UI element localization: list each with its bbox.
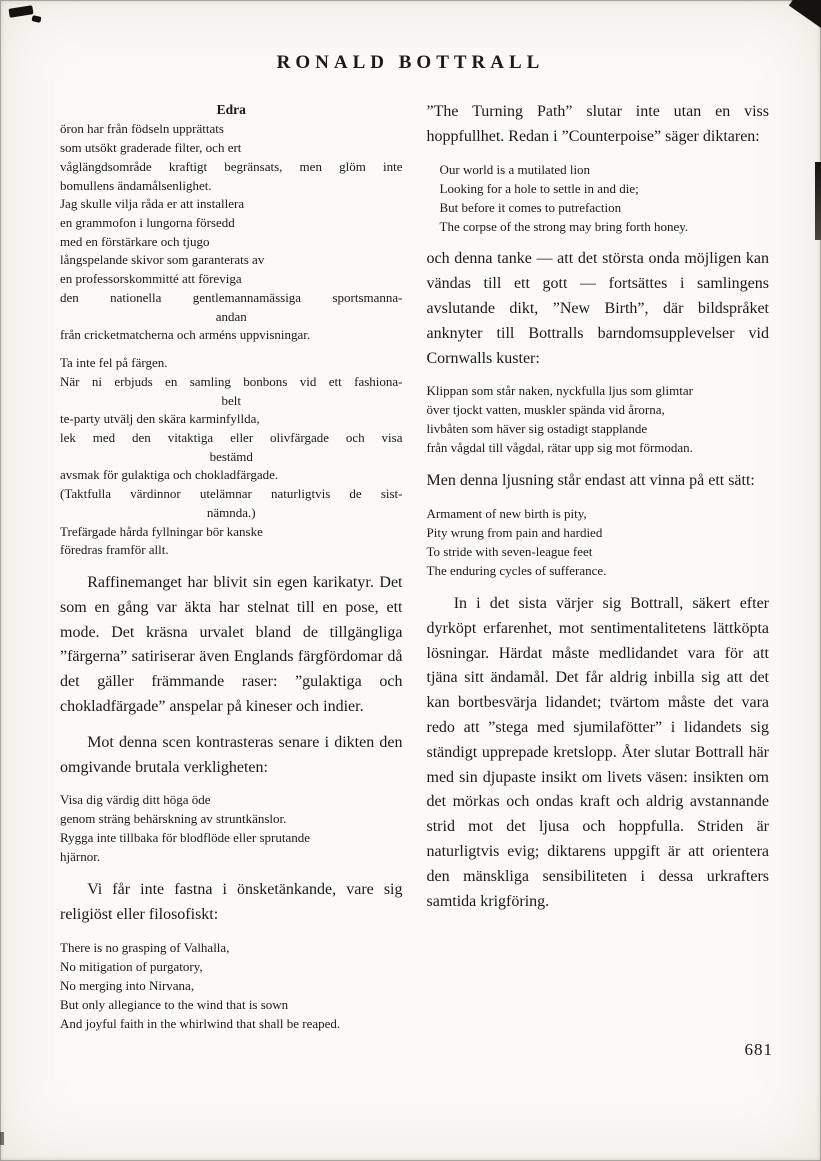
poem-line: våglängdsområde kraftigt begränsats, men glöm inte <box>60 158 403 174</box>
page-number: 681 <box>744 1040 773 1059</box>
poem-line: en professorskommitté att föreviga <box>60 271 242 287</box>
poem-line: som utsökt graderade filter, och ert <box>60 140 242 156</box>
verse-line: But only allegiance to the wind that is sown <box>60 996 289 1012</box>
verse-block <box>60 939 403 1034</box>
verse-line: No mitigation of purgatory, <box>60 958 203 974</box>
scan-artifact <box>0 1132 4 1145</box>
verse-line: No merging into Nirvana, <box>60 977 195 993</box>
verse-line: hjärnor. <box>60 849 101 865</box>
poem-line: föredras framför allt. <box>60 542 169 558</box>
poem-line: nämnda.) <box>206 504 256 520</box>
poem-line: Trefärgade hårda fyllningar bör kanske <box>60 523 263 539</box>
poem-line: med en förstärkare och tjugo <box>60 233 210 249</box>
poem-line: en grammofon i lungorna försedd <box>60 215 235 231</box>
verse-line: But before it comes to putrefaction <box>439 199 622 215</box>
verse-line: Looking for a hole to settle in and die; <box>439 180 639 196</box>
poem-line: den nationella gentlemannamässiga sportsmanna- <box>60 289 403 305</box>
verse-block <box>60 791 403 867</box>
verse-line: To stride with seven-league feet <box>426 544 593 560</box>
poem-line: från cricketmatcherna och arméns uppvisningar. <box>60 327 311 343</box>
verse-line: The enduring cycles of sufferance. <box>426 563 607 579</box>
poem-stanza <box>60 354 403 560</box>
verse-block <box>427 505 770 581</box>
poem-line: lek med den vitaktiga eller olivfärgade och visa <box>60 429 403 445</box>
verse-line: Visa dig värdig ditt höga öde <box>60 792 211 808</box>
verse-block <box>427 161 770 237</box>
poem-title: Edra <box>216 102 246 117</box>
verse-line: Rygga inte tillbaka för blodflöde eller sprutande <box>60 830 311 846</box>
verse-line: genom sträng behärskning av struntkänslor. <box>60 811 287 827</box>
poem-line: öron har från födseln upprättats <box>60 121 224 137</box>
verse-line: livbåten som häver sig ostadigt stapplande <box>426 421 648 437</box>
paragraph: In i det sista värjer sig Bottrall, säkert efter dyrköpt erfarenhet, mot sentimentalitetens lättköpta lösningar. Härdat måste medlidandet vara för att tjäna sitt ändamål. Det får aldrig inbilla sig att det kan bortbesvärja lidandet; tvärtom måste det vara redo att ”stega med sjumilafötter” i lidandets sig ständigt upprepade kretslopp. Åter slutar Bottrall här med sin djupaste insikt om livets väsen: insikten om det mörkas och ondas kraft och aldrig avstannande strid mot det ljusa och hoppfulla. Striden är naturligtvis evig; diktarens uppgift är att orientera den mänskliga sensibiliteten i dessa urkrafters samtida krigföring. <box>426 595 769 910</box>
poem-stanza <box>60 120 403 345</box>
paragraph: ”The Turning Path” slutar inte utan en viss hoppfullhet. Redan i ”Counterpoise” säger diktaren: <box>426 103 769 145</box>
poem-line: avsmak för gulaktiga och chokladfärgade. <box>60 467 279 483</box>
verse-block <box>427 382 770 458</box>
two-column-body <box>0 74 821 1034</box>
verse-line: över tjockt vatten, muskler spända vid årorna, <box>426 402 665 418</box>
paragraph: Raffinemanget har blivit sin egen karikatyr. Det som en gång var äkta har stelnat till en pose, ett mode. Det kräsna urvalet bland de tillgängliga ”färgerna” satiriserar även Englands färgfördomar då det gäller främmande raser: ”gulaktiga och chokladfärgade” anspelar på kineser och indier. <box>60 573 403 715</box>
verse-line: There is no grasping of Valhalla, <box>60 939 230 955</box>
poem-line: bestämd <box>209 448 253 464</box>
scan-artifact <box>815 162 821 240</box>
poem-line: andan <box>215 308 247 324</box>
poem-line: Jag skulle vilja råda er att installera <box>60 196 245 212</box>
verse-line: Our world is a mutilated lion <box>439 161 591 177</box>
poem-block <box>60 100 403 560</box>
paragraph: Men denna ljusning står endast att vinna på ett sätt: <box>426 472 755 490</box>
verse-line: And joyful faith in the whirlwind that shall be reaped. <box>60 1015 341 1031</box>
poem-line: (Taktfulla värdinnor utelämnar naturligtvis de sist- <box>60 486 403 502</box>
verse-line: The corpse of the strong may bring forth honey. <box>439 218 689 234</box>
paragraph: Mot denna scen kontrasteras senare i dikten den omgivande brutala verkligheten: <box>60 733 403 776</box>
verse-line: Klippan som står naken, nyckfulla ljus som glimtar <box>426 383 693 399</box>
poem-line: När ni erbjuds en samling bonbons vid ett fashiona- <box>60 373 403 389</box>
left-column <box>60 100 403 1034</box>
paragraph: och denna tanke — att det största onda möjligen kan vändas till ett gott — fortsättes i samlingens avslutande dikt, ”New Birth”, där bildspråket anknyter till Bottralls barndomsupplevelser vid Cornwalls kuster: <box>426 250 769 367</box>
right-column <box>427 100 770 1034</box>
poem-line: bomullens ändamålsenlighet. <box>60 177 212 193</box>
verse-line: från vågdal till vågdal, rätar upp sig mot förmodan. <box>426 440 693 456</box>
paragraph: Vi får inte fastna i önsketänkande, vare sig religiöst eller filosofiskt: <box>60 881 403 924</box>
poem-line: långspelande skivor som garanterats av <box>60 252 265 268</box>
verse-line: Armament of new birth is pity, <box>426 506 587 522</box>
verse-line: Pity wrung from pain and hardied <box>426 525 603 541</box>
poem-line: Ta inte fel på färgen. <box>60 355 168 371</box>
page-title: RONALD BOTTRALL <box>276 52 545 73</box>
poem-line: te-party utvälj den skära karminfyllda, <box>60 411 260 427</box>
poem-line: belt <box>221 392 241 408</box>
